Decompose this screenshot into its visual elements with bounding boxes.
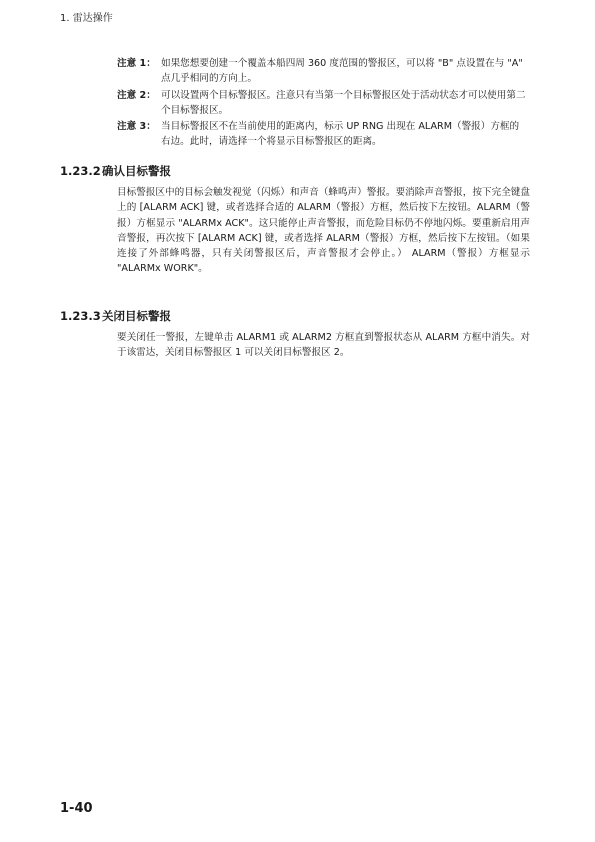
section-title: 关闭目标警报	[102, 309, 171, 323]
notes-block	[117, 56, 527, 151]
section-heading	[60, 163, 530, 179]
section-number: 1.23.2	[60, 164, 101, 178]
section-title: 确认目标警报	[102, 164, 171, 178]
note-2	[117, 88, 527, 119]
section-body: 目标警报区中的目标会触发视觉（闪烁）和声音（蜂鸣声）警报。要消除声音警报，按下完全键盘上的 [ALARM ACK] 键，或者选择合适的 ALARM（警报）方框，然后按下左按钮。ALARM（警报）方框显示 "ALARMx ACK"。这只能停止声音警报，而危险目标仍不停地闪烁。要重新启用声音警报，再次按下 [ALARM ACK] 键，或者选择 ALARM（警报）方框，然后按下左按钮。（如果连接了外部蜂鸣器，只有关闭警报区后，声音警报才会停止。） ALARM（警报）方框显示 "ALARMx WORK"。	[117, 187, 530, 275]
page-number: 1-40	[60, 801, 93, 816]
section-close-alarm	[60, 308, 530, 361]
note-1	[117, 56, 527, 87]
section-heading	[60, 308, 530, 324]
note-text: 当目标警报区不在当前使用的距离内，标示 UP RNG 出现在 ALARM（警报）方框的右边。此时，请选择一个将显示目标警报区的距离。	[161, 121, 520, 148]
note-3	[117, 119, 527, 150]
note-label: 注意 2：	[117, 89, 156, 101]
note-text: 如果您想要创建一个覆盖本船四周 360 度范围的警报区，可以将 "B" 点设置在与 "A" 点几乎相同的方向上。	[161, 58, 523, 85]
note-label: 注意 1：	[117, 58, 156, 69]
note-text: 可以设置两个目标警报区。注意只有当第一个目标警报区处于活动状态才可以使用第二个目标警报区。	[161, 89, 526, 116]
section-number: 1.23.3	[60, 309, 101, 323]
note-label: 注意 3：	[117, 121, 156, 133]
section-acknowledge-alarm	[60, 163, 530, 277]
running-header: 1. 雷达操作	[60, 13, 113, 24]
section-body: 要关闭任一警报，左键单击 ALARM1 或 ALARM2 方框直到警报状态从 ALARM 方框中消失。对于该雷达，关闭目标警报区 1 可以关闭目标警报区 2。	[117, 332, 530, 359]
